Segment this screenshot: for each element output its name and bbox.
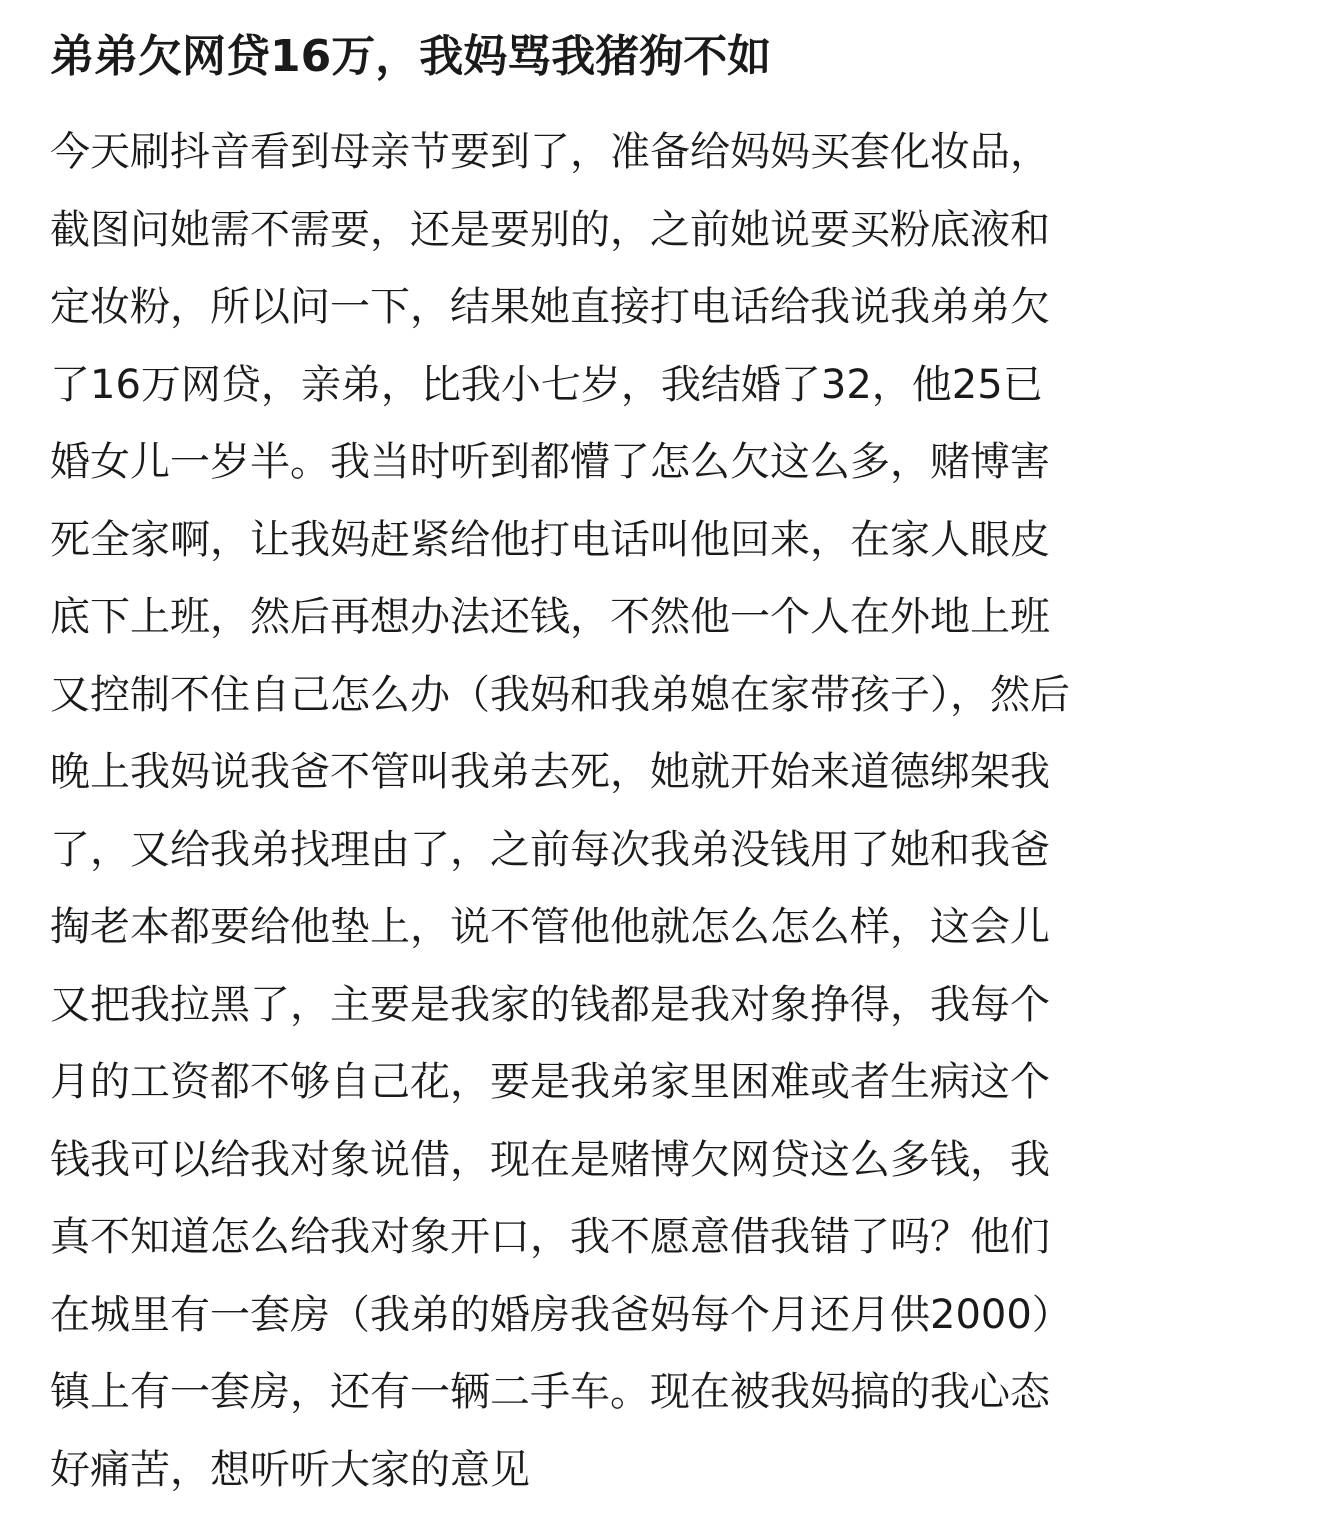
body-line: 又把我拉黑了，主要是我家的钱都是我对象挣得，我每个: [50, 981, 1050, 1028]
body-line: 今天刷抖音看到母亲节要到了，准备给妈妈买套化妆品，: [50, 129, 1050, 175]
body-line: 真不知道怎么给我对象开口，我不愿意借我错了吗？他们: [50, 1214, 1050, 1260]
body-line: 婚女儿一岁半。我当时听到都懵了怎么欠这么多，赌博害: [50, 439, 1050, 485]
body-line: 好痛苦，想听听大家的意见: [50, 1446, 530, 1493]
post-body: [50, 114, 1280, 1509]
body-line: 了16万网贷，亲弟，比我小七岁，我结婚了32，他25已: [50, 361, 1043, 408]
body-line: 晚上我妈说我爸不管叫我弟去死，她就开始来道德绑架我: [50, 749, 1050, 795]
body-line: 定妆粉，所以问一下，结果她直接打电话给我说我弟弟欠: [50, 284, 1050, 330]
body-line: 底下上班，然后再想办法还钱，不然他一个人在外地上班: [50, 594, 1050, 640]
body-line: 死全家啊，让我妈赶紧给他打电话叫他回来，在家人眼皮: [50, 516, 1050, 563]
post: [50, 22, 1280, 1509]
body-line: 在城里有一套房（我弟的婚房我爸妈每个月还月供2000）: [50, 1291, 1072, 1338]
body-line: 了，又给我弟找理由了，之前每次我弟没钱用了她和我爸: [50, 826, 1050, 873]
body-line: 月的工资都不够自己花，要是我弟家里困难或者生病这个: [50, 1059, 1050, 1105]
body-line: 截图问她需不需要，还是要别的，之前她说要买粉底液和: [50, 206, 1050, 253]
body-line: 钱我可以给我对象说借，现在是赌博欠网贷这么多钱，我: [50, 1136, 1050, 1183]
post-title: 弟弟欠网贷16万，我妈骂我猪狗不如: [50, 31, 772, 82]
body-line: 掏老本都要给他垫上，说不管他他就怎么怎么样，这会儿: [50, 904, 1050, 950]
body-line: 镇上有一套房，还有一辆二手车。现在被我妈搞的我心态: [50, 1369, 1050, 1415]
body-line: 又控制不住自己怎么办（我妈和我弟媳在家带孩子），然后: [50, 671, 1070, 718]
